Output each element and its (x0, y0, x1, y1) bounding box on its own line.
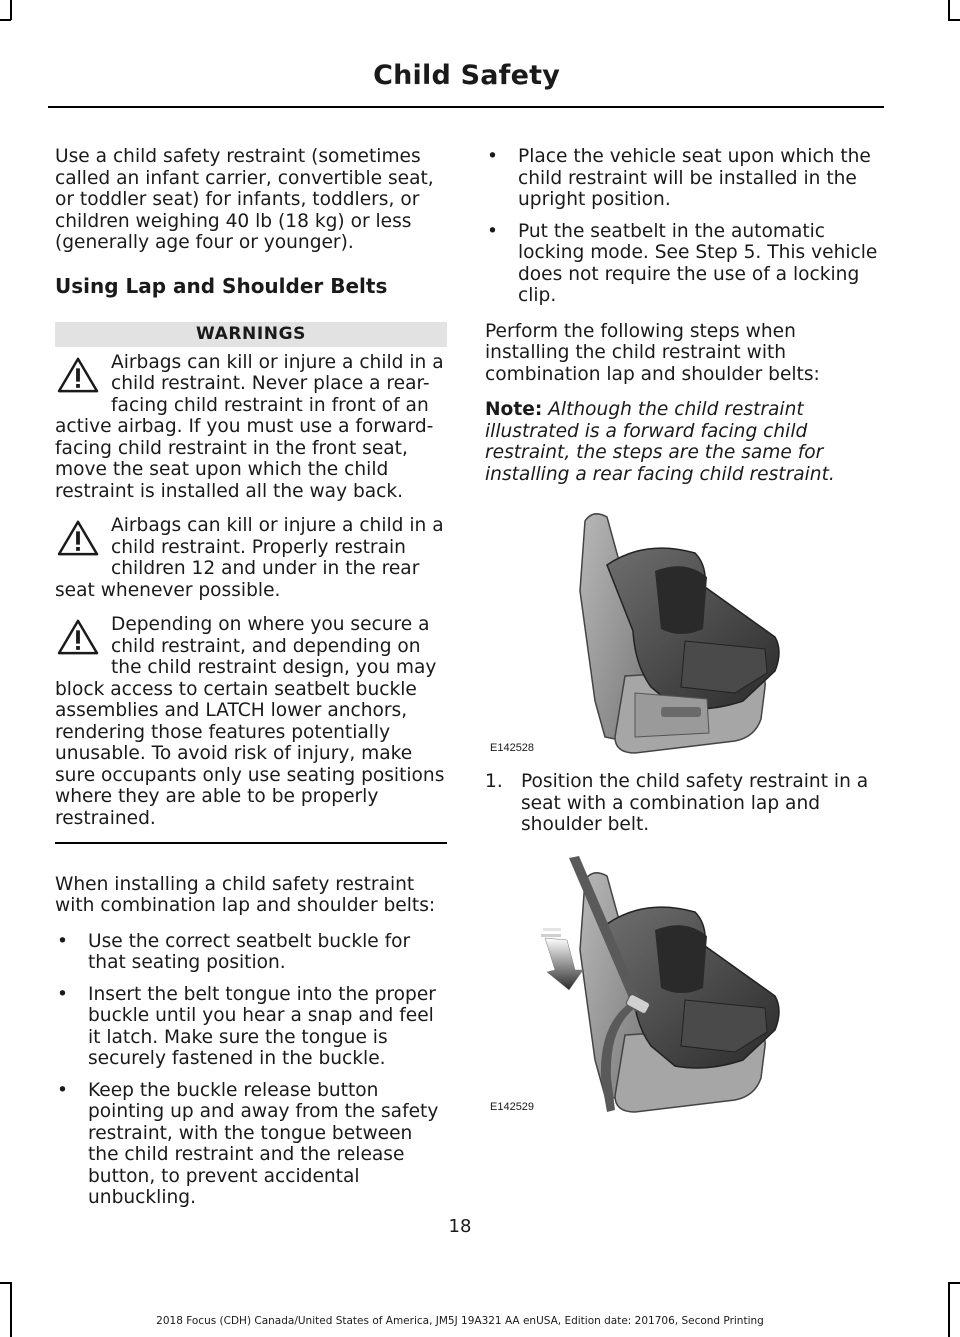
child-seat-belt-illustration (485, 848, 880, 1123)
crop-mark (948, 1282, 950, 1337)
crop-mark (10, 1282, 12, 1337)
child-seat-image (485, 501, 880, 763)
section-heading: Using Lap and Shoulder Belts (55, 273, 388, 298)
child-seat-belt-image (485, 848, 880, 1123)
steps-intro: Perform the following steps when installing the child restraint with combination lap and shoulder belts: (485, 320, 820, 385)
left-column (55, 146, 447, 1223)
right-bullet-list (485, 146, 880, 307)
left-bullet-list (55, 931, 447, 1209)
warnings-box (55, 322, 447, 844)
bullet-icon: • (57, 930, 68, 952)
warning-icon (57, 519, 99, 557)
crop-mark (948, 0, 950, 20)
warnings-end-divider (55, 842, 447, 844)
bullet-icon: • (487, 146, 498, 167)
list-item: • Place the vehicle seat upon which the child restraint will be installed in the upright position. (487, 146, 871, 210)
right-column (485, 146, 880, 1123)
bullet-icon: • (57, 983, 68, 1005)
installing-intro: When installing a child safety restraint with combination lap and shoulder belts: (55, 873, 436, 916)
page-title: Child Safety (373, 60, 560, 91)
warning-item (55, 352, 447, 503)
warning-text: Depending on where you secure a child restraint, and depending on the child restraint design, you may block access to certain seatbelt buckle assemblies and LATCH lower anchors, rendering those features potentially unusable. To avoid risk of injury, make sure occupants only use seating positions where they are able to be properly restrained. (55, 614, 445, 829)
footer-edition-info: 2018 Focus (CDH) Canada/United States of America, JM5J 19A321 AA enUSA, Edition date: 201706, Second Printing (156, 1315, 764, 1327)
figure-code: E142529 (490, 1101, 535, 1113)
header-divider (48, 106, 884, 108)
step-item (485, 771, 880, 836)
crop-mark (948, 19, 960, 21)
warning-icon (57, 356, 99, 394)
list-item: • Insert the belt tongue into the proper buckle until you hear a snap and feel it latch. Make sure the tongue is securely fastened in the buckle. (57, 983, 436, 1069)
warnings-title: WARNINGS (55, 322, 447, 347)
crop-mark (948, 1282, 960, 1284)
crop-mark (10, 0, 12, 20)
warning-icon (57, 618, 99, 656)
step-number: 1. (485, 771, 503, 792)
steps-list (485, 771, 880, 836)
bullet-icon: • (57, 1079, 68, 1101)
bullet-icon: • (487, 220, 498, 242)
note-text: Although the child restraint illustrated is a forward facing child restraint, the steps are the same for installing a rear facing child restraint. (485, 399, 835, 485)
intro-paragraph: Use a child safety restraint (sometimes called an infant carrier, convertible seat, or toddler seat) for infants, toddlers, or children weighing 40 lb (18 kg) or less (generally age four or younger). (55, 146, 434, 253)
figure-code: E142528 (490, 741, 535, 754)
warning-item (55, 614, 447, 829)
child-seat-illustration (485, 501, 880, 763)
crop-mark (0, 1282, 11, 1284)
list-item: • Use the correct seatbelt buckle for that seating position. (57, 930, 411, 973)
warning-text: Airbags can kill or injure a child in a child restraint. Properly restrain children 12 and under in the rear seat whenever possible. (55, 515, 444, 601)
step-text: Position the child safety restraint in a seat with a combination lap and shoulder belt. (521, 771, 869, 835)
page-number: 18 (448, 1216, 472, 1237)
list-item: • Put the seatbelt in the automatic locking mode. See Step 5. This vehicle does not require the use of a locking clip. (487, 220, 878, 306)
note-label: Note: (485, 399, 543, 420)
list-item: • Keep the buckle release button pointing up and away from the safety restraint, with the tongue between the child restraint and the release button, to prevent accidental unbuckling. (57, 1079, 439, 1208)
warning-item (55, 515, 447, 601)
note-paragraph (485, 399, 880, 485)
crop-mark (0, 19, 11, 21)
warning-text: Airbags can kill or injure a child in a child restraint. Never place a rear-facing child restraint in front of an active airbag. If you must use a forward-facing child restraint in the front seat, move the seat upon which the child restraint is installed all the way back. (55, 351, 444, 502)
